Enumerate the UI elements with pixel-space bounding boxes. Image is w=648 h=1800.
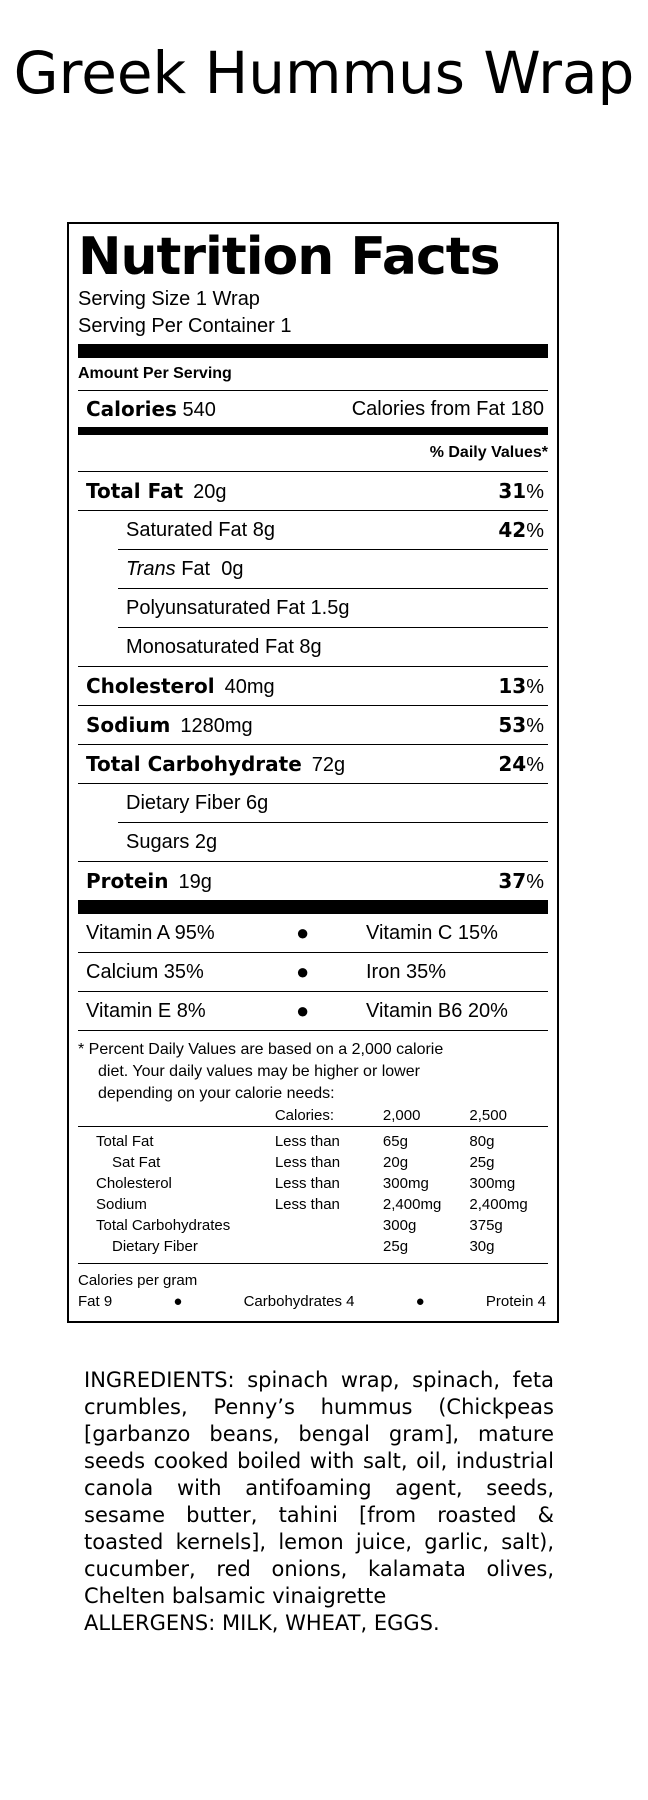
- calories-per-gram-values: [78, 1291, 548, 1312]
- vitamin-row: [78, 914, 548, 952]
- reference-header-cell: 2,500: [469, 1107, 507, 1124]
- ingredients-text: INGREDIENTS: spinach wrap, spinach, feta crumbles, Penny’s hummus (Chickpeas [garbanzo beans, bengal gram], mature seeds cooked boiled with salt, oil, industrial canola with antifoaming agent, seeds, sesame butter, tahini [from roasted & toasted kernels], lemon juice, garlic, salt), cucumber, red onions, kalamata olives, Chelten balsamic vinaigrette: [84, 1368, 554, 1608]
- nutrient-name: [86, 479, 227, 504]
- vitamin-right: Iron 35%: [366, 960, 447, 983]
- nutrient-label: Saturated Fat 8g: [126, 518, 275, 541]
- nutrient-row: [78, 862, 548, 900]
- daily-value-number: 31: [498, 478, 527, 503]
- allergens-text: ALLERGENS: MILK, WHEAT, EGGS.: [84, 1611, 440, 1635]
- footnote: [78, 1031, 548, 1105]
- nutrient-row: [78, 706, 548, 744]
- nutrient-amount: 72g: [311, 753, 346, 776]
- nutrient-label: Cholesterol: [86, 673, 215, 698]
- nutrient-name: [86, 674, 275, 699]
- reference-table-cell: 20g: [383, 1154, 409, 1171]
- bullet: ●: [296, 959, 310, 984]
- nutrient-amount: 1280mg: [180, 714, 253, 737]
- daily-value-number: 42: [498, 517, 527, 542]
- reference-table-cell: Total Fat: [96, 1133, 154, 1150]
- reference-table-cell: 300mg: [382, 1175, 429, 1192]
- footnote-line-3: depending on your calorie needs:: [98, 1085, 335, 1102]
- percent-sign: %: [526, 714, 544, 737]
- nutrient-label: Total Carbohydrate: [86, 751, 302, 776]
- calories-label: Calories: [86, 396, 177, 421]
- reference-table-cell: Less than: [274, 1133, 340, 1150]
- bullet: ●: [173, 1293, 183, 1310]
- nutrient-row: [78, 472, 548, 510]
- calories-row: [78, 391, 548, 427]
- nutrient-row: [78, 667, 548, 705]
- vitamin-row: [78, 953, 548, 991]
- vitamin-row: [78, 992, 548, 1030]
- nutrient-daily-value: [498, 674, 544, 699]
- reference-table-cell: Cholesterol: [96, 1175, 172, 1192]
- nutrient-daily-value: [498, 479, 544, 504]
- percent-sign: %: [526, 870, 544, 893]
- nutrient-name: [86, 869, 212, 894]
- reference-table-cell: Sat Fat: [112, 1154, 161, 1171]
- nutrient-name-rest: Fat 0g: [175, 557, 244, 580]
- reference-table-cell: [275, 1236, 383, 1257]
- vitamin-right: Vitamin C 15%: [366, 921, 498, 944]
- reference-table-cell: [275, 1215, 383, 1236]
- reference-table-cell: 375g: [469, 1217, 503, 1234]
- percent-sign: %: [526, 753, 544, 776]
- calories-per-gram-title: Calories per gram: [78, 1272, 198, 1289]
- nutrient-row: [78, 628, 548, 666]
- divider-thick: [78, 900, 548, 914]
- nutrient-name: [86, 713, 253, 738]
- reference-table-row: [78, 1194, 548, 1215]
- footnote-line-2: diet. Your daily values may be higher or lower: [98, 1063, 420, 1080]
- reference-table: [78, 1105, 548, 1257]
- reference-table-cell: Less than: [275, 1154, 341, 1171]
- reference-table-cell: 25g: [383, 1238, 409, 1255]
- nutrient-label: Protein: [86, 868, 169, 893]
- vitamin-left: Vitamin A 95%: [86, 921, 215, 944]
- nutrient-row: [78, 550, 548, 588]
- vitamin-list: [78, 914, 548, 1031]
- nutrient-name: [126, 597, 349, 620]
- reference-table-row: [78, 1173, 548, 1194]
- divider-medium: [78, 427, 548, 435]
- reference-table-row: [78, 1236, 548, 1257]
- nutrient-name: [126, 831, 217, 854]
- daily-value-number: 37: [498, 868, 527, 893]
- nutrient-row: [78, 745, 548, 783]
- daily-value-number: 24: [498, 751, 527, 776]
- reference-table-cell: 2,400mg: [382, 1196, 442, 1213]
- calories-per-gram: [78, 1264, 548, 1312]
- nutrient-name: [126, 792, 268, 815]
- nutrient-daily-value: [498, 518, 544, 543]
- reference-table-row: [78, 1152, 548, 1173]
- fat-calories-per-gram: Fat 9: [78, 1293, 113, 1310]
- reference-header-cell: [78, 1105, 275, 1126]
- vitamin-left: Calcium 35%: [86, 960, 204, 983]
- nutrition-facts-label: [67, 222, 559, 1323]
- nutrient-daily-value: [498, 869, 544, 894]
- nutrient-name: [126, 636, 322, 659]
- divider-thick: [78, 344, 548, 358]
- nutrient-list: [78, 472, 548, 900]
- vitamin-right: Vitamin B6 20%: [366, 999, 508, 1022]
- nutrient-label: Monosaturated Fat 8g: [126, 635, 322, 658]
- amount-per-serving: Amount Per Serving: [78, 365, 232, 382]
- nutrient-label: Sodium: [86, 712, 171, 737]
- servings-per-container: Serving Per Container 1: [78, 315, 292, 337]
- carb-calories-per-gram: Carbohydrates 4: [243, 1293, 355, 1310]
- nutrient-daily-value: [498, 713, 544, 738]
- reference-table-cell: Less than: [274, 1175, 340, 1192]
- footnote-line-1: * Percent Daily Values are based on a 2,000 calorie: [78, 1041, 444, 1058]
- reference-header-cell: 2,000: [382, 1107, 421, 1124]
- reference-table-row: [78, 1215, 548, 1236]
- nutrient-amount: 20g: [193, 480, 227, 503]
- protein-calories-per-gram: Protein 4: [485, 1293, 546, 1310]
- reference-table-header: [78, 1105, 548, 1127]
- percent-sign: %: [526, 519, 544, 542]
- calories-value: 540: [182, 398, 216, 421]
- nutrient-daily-value: [498, 752, 544, 777]
- percent-sign: %: [526, 675, 544, 698]
- reference-table-cell: Total Carbohydrates: [96, 1217, 231, 1234]
- product-title: Greek Hummus Wrap: [13, 39, 635, 107]
- nutrition-facts-heading: Nutrition Facts: [78, 227, 500, 287]
- ingredients-block: [84, 1367, 554, 1637]
- reference-table-cell: 300mg: [469, 1175, 516, 1192]
- reference-table-cell: Sodium: [96, 1196, 147, 1213]
- reference-table-row: [78, 1131, 548, 1152]
- nutrient-name: [126, 558, 243, 581]
- reference-table-cell: Less than: [274, 1196, 340, 1213]
- reference-header-cell: Calories:: [274, 1107, 335, 1124]
- bullet: ●: [296, 998, 310, 1023]
- reference-table-cell: 2,400mg: [469, 1196, 528, 1213]
- nutrient-label: Total Fat: [86, 478, 184, 503]
- vitamin-left: Vitamin E 8%: [86, 999, 206, 1022]
- reference-table-cell: Dietary Fiber: [112, 1238, 198, 1255]
- nutrient-row: [78, 784, 548, 822]
- reference-table-cell: 25g: [469, 1154, 495, 1171]
- calories-label-group: [86, 397, 216, 422]
- nutrient-name: [126, 519, 275, 542]
- reference-table-cell: 30g: [469, 1238, 495, 1255]
- serving-size: Serving Size 1 Wrap: [78, 288, 260, 310]
- nutrient-amount: 19g: [178, 870, 212, 893]
- reference-table-cell: 65g: [382, 1133, 408, 1150]
- reference-table-cell: 80g: [469, 1133, 495, 1150]
- reference-table-body: [78, 1131, 548, 1257]
- bullet: ●: [296, 920, 310, 945]
- daily-values-header: % Daily Values*: [429, 444, 548, 461]
- nutrient-row: [78, 511, 548, 549]
- reference-table-cell: 300g: [382, 1217, 417, 1234]
- nutrient-name: [86, 752, 345, 777]
- nutrient-label: Polyunsaturated Fat 1.5g: [126, 596, 350, 619]
- nutrient-name-italic: Trans: [126, 557, 176, 580]
- daily-value-number: 53: [498, 712, 527, 737]
- daily-value-number: 13: [498, 673, 527, 698]
- percent-sign: %: [526, 480, 544, 503]
- nutrient-row: [78, 823, 548, 861]
- nutrient-label: Dietary Fiber 6g: [126, 791, 269, 814]
- nutrient-label: Sugars 2g: [126, 830, 218, 853]
- nutrient-row: [78, 589, 548, 627]
- bullet: ●: [415, 1293, 425, 1310]
- nutrient-amount: 40mg: [224, 675, 275, 698]
- calories-from-fat: Calories from Fat 180: [351, 397, 544, 420]
